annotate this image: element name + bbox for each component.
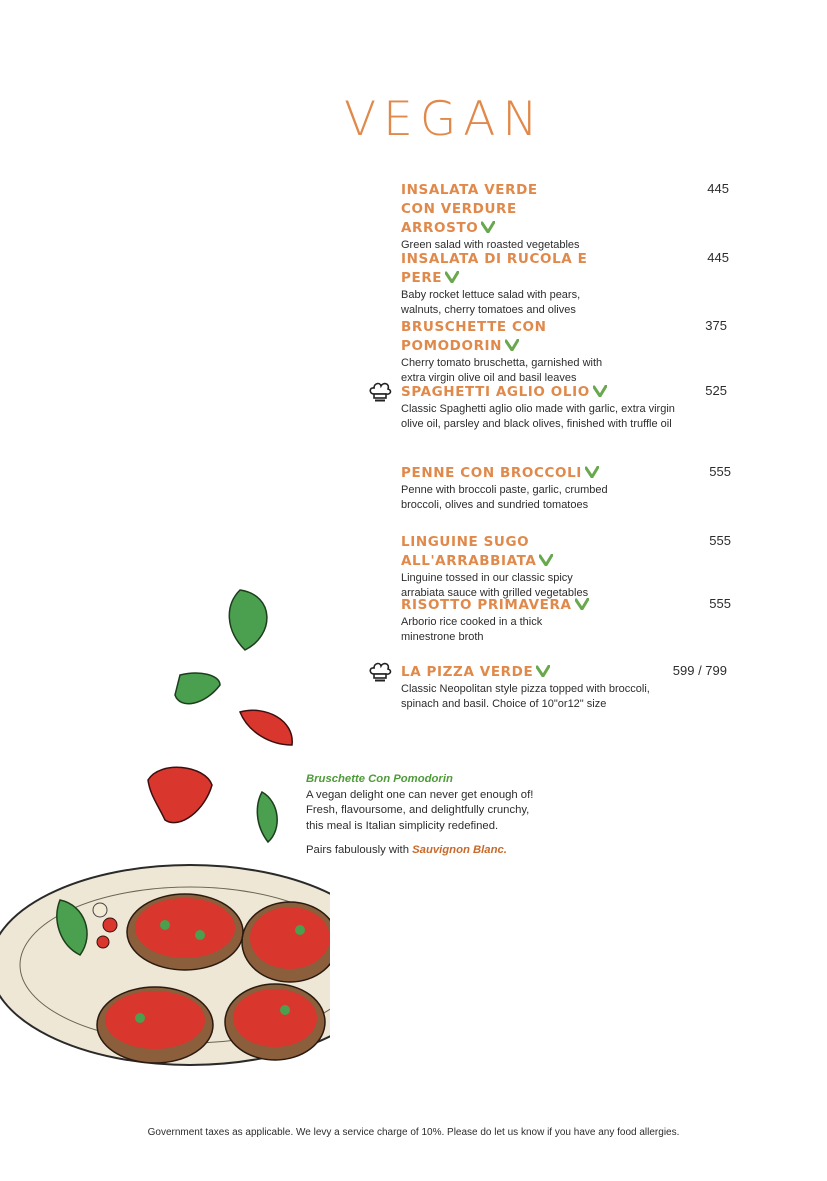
item-price: 555 [709,596,731,611]
item-price: 599 / 799 [672,663,727,678]
garlic [93,903,107,917]
basil-leaf [229,590,267,650]
feature-title: Bruschette Con Pomodorin [306,773,453,785]
item-price: 375 [705,318,727,333]
item-description: Classic Spaghetti aglio olio made with garlic, extra virgin olive oil, parsley and black olives, finished with truffle oil [401,403,675,430]
vegan-icon [575,598,589,610]
basil-leaf [175,673,220,704]
bruschetta-piece [242,902,330,982]
menu-item [401,181,731,253]
item-price: 445 [707,181,729,196]
wine-name: Sauvignon Blanc. [412,844,507,856]
menu-item [401,383,731,431]
vegan-icon [585,466,599,478]
footer-note: Government taxes as applicable. We levy a service charge of 10%. Please do let us know if you have any food allergies. [147,1127,680,1138]
tomato-slice [148,767,212,822]
chef-hat-icon [368,661,392,683]
bruschetta-illustration [0,580,330,1080]
menu-item [401,663,731,711]
wine-pairing [306,843,534,859]
chef-hat-icon [368,381,392,403]
item-price: 555 [709,464,731,479]
item-name: LA PIZZA VERDE [401,664,534,680]
menu-item [401,318,731,385]
item-price: 445 [707,250,729,265]
item-name: BRUSCHETTE CON POMODORIN [401,319,547,354]
feature-block [306,772,534,859]
item-name: RISOTTO PRIMAVERA [401,597,572,613]
item-description: Cherry tomato bruschetta, garnished with extra virgin olive oil and basil leaves [401,357,603,384]
vegan-icon [536,665,550,677]
item-description: Green salad with roasted vegetables [401,239,580,251]
page-title: VEGAN [344,92,545,147]
item-description: Arborio rice cooked in a thick minestrone broth [401,616,543,643]
item-name: INSALATA VERDE CON VERDURE ARROSTO [401,182,538,236]
tomato-piece [97,936,109,948]
item-price: 525 [705,383,727,398]
vegan-icon [481,221,495,233]
vegan-icon [539,554,553,566]
item-name: SPAGHETTI AGLIO OLIO [401,384,590,400]
bruschetta-piece [225,984,325,1060]
tomato-piece [103,918,117,932]
item-description: Linguine tossed in our classic spicy arrabiata sauce with grilled vegetables [401,572,589,599]
item-name: LINGUINE SUGO ALL'ARRABBIATA [401,534,537,569]
bruschetta-piece [97,987,213,1063]
item-price: 555 [709,533,731,548]
menu-item [401,533,731,600]
vegan-icon [593,385,607,397]
tomato-slice [240,710,292,745]
basil-leaf [257,792,277,842]
menu-item [401,250,731,317]
pairing-text: Pairs fabulously with [306,844,413,856]
bruschetta-piece [127,894,243,970]
menu-item [401,464,731,512]
item-description: Penne with broccoli paste, garlic, crumbed broccoli, olives and sundried tomatoes [401,484,608,511]
feature-text: A vegan delight one can never get enough of! Fresh, flavoursome, and delightfully crunchy, this meal is Italian simplicity redefined. [306,788,534,832]
item-name: INSALATA DI RUCOLA E PERE [401,251,588,286]
item-name: PENNE CON BROCCOLI [401,465,582,481]
vegan-icon [445,271,459,283]
vegan-icon [505,339,519,351]
item-description: Classic Neopolitan style pizza topped with broccoli, spinach and basil. Choice of 10"or12" size [401,683,650,710]
menu-item [401,596,731,644]
item-description: Baby rocket lettuce salad with pears, walnuts, cherry tomatoes and olives [401,289,581,316]
